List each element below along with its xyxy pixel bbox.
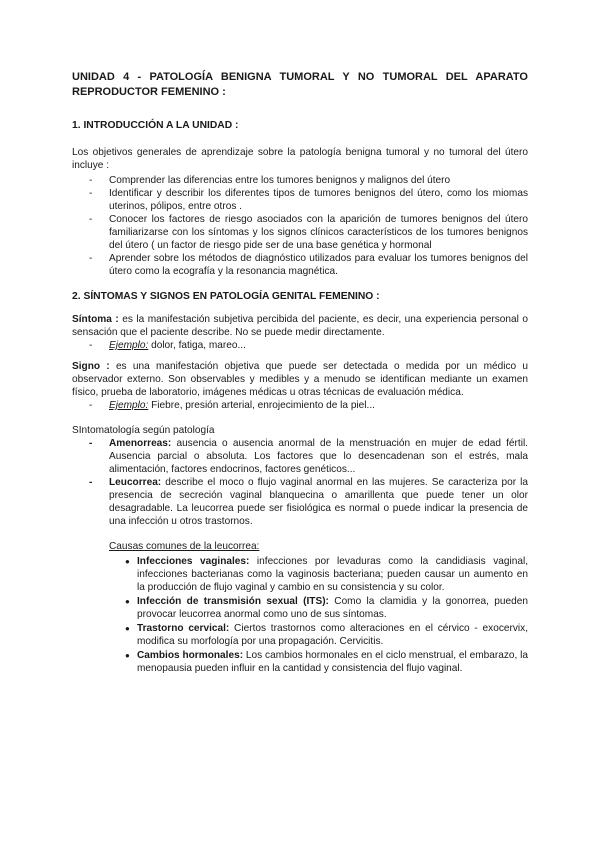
list-item: - Comprender las diferencias entre los tumores benignos y malignos del útero — [72, 174, 528, 187]
sintoma-term: Síntoma : — [72, 314, 119, 325]
example-text: dolor, fatiga, mareo... — [148, 340, 246, 351]
causes-list — [72, 555, 528, 675]
list-item — [72, 399, 528, 412]
signo-text: es una manifestación objetiva que puede ser detectada o medida por un médico u observador externo. Son observables y medibles y a menudo se identifican mediante un examen físico, prueba de laboratorio, imágenes médicas u otras técnicas de evaluación médica. — [72, 361, 528, 398]
sintoma-text: es la manifestación subjetiva percibida del paciente, es decir, una experiencia personal o sensación que el paciente describe. No se puede medir directamente. — [72, 314, 528, 338]
sintomatologia-label: SIntomatología según patología — [72, 425, 215, 436]
leucorrea-term: Leucorrea: — [109, 477, 162, 488]
section-1-heading: 1. INTRODUCCIÓN A LA UNIDAD : — [72, 120, 239, 131]
list-item — [72, 649, 528, 675]
list-item — [72, 595, 528, 621]
cause-text: Ciertos trastornos como alteraciones en el cérvico - exocervix, modifica su morfología por una propagación. Cervicitis. — [137, 623, 528, 647]
document-page — [72, 70, 528, 676]
list-item: - Conocer los factores de riesgo asociados con la aparición de tumores benignos del útero familiarizarse con los síntomas y los signos clínicos característicos de los tumores benignos del útero ( un factor de riesgo pide ser de una base genética y hormonal — [72, 213, 528, 252]
signo-definition — [72, 360, 528, 399]
signo-term: Signo : — [72, 361, 110, 372]
amenorreas-text: ausencia o ausencia anormal de la menstruación en mujer de edad fértil. Ausencia parcial o absoluta. Los factores que lo desencadenan son el estrés, mala alimentación, factores endocrinos, factores genéticos... — [109, 438, 528, 475]
cause-text: Los cambios hormonales en el ciclo menstrual, el embarazo, la menopausia pueden influir en la cantidad y consistencia del flujo vaginal. — [137, 650, 528, 674]
amenorreas-term: Amenorreas: — [109, 438, 172, 449]
sintoma-example — [72, 339, 528, 352]
list-item — [72, 437, 528, 476]
objectives-list — [72, 174, 528, 278]
list-item — [72, 339, 528, 352]
list-item — [72, 555, 528, 594]
list-item — [72, 622, 528, 648]
sintoma-definition — [72, 313, 528, 339]
cause-term: Trastorno cervical: — [137, 623, 230, 634]
symptom-list — [72, 437, 528, 528]
list-item — [72, 476, 528, 528]
cause-term: Cambios hormonales: — [137, 650, 244, 661]
cause-text: infecciones por levaduras como la candidiasis vaginal, infecciones bacterianas como la vaginosis bacteriana; pueden causar un aumento en la producción de flujo vaginal y cambio en su consistencia y su color. — [137, 556, 528, 593]
causes-title: Causas comunes de la leucorrea: — [109, 541, 260, 552]
example-text: Fiebre, presión arterial, enrojecimiento de la piel... — [148, 400, 375, 411]
section-2-heading: 2. SÍNTOMAS Y SIGNOS EN PATOLOGÍA GENITAL FEMENINO : — [72, 291, 380, 302]
cause-term: Infección de transmisión sexual (ITS): — [137, 596, 329, 607]
signo-example — [72, 399, 528, 412]
cause-text: Como la clamidia y la gonorrea, pueden provocar leucorrea anormal como uno de sus síntomas. — [137, 596, 528, 620]
leucorrea-text: describe el moco o flujo vaginal anormal en las mujeres. Se caracteriza por la presencia de secreción vaginal blanquecina o amarillenta que puede tener un olor desagradable. La leucorrea puede ser fisiológica es normal o puede indicar la presencia de una infección u otros trastornos. — [109, 477, 528, 527]
list-item: - Identificar y describir los diferentes tipos de tumores benignos del útero, como los miomas uterinos, pólipos, entre otros . — [72, 187, 528, 213]
cause-term: Infecciones vaginales: — [137, 556, 250, 567]
section-1-intro: Los objetivos generales de aprendizaje sobre la patología benigna tumoral y no tumoral del útero incluye : — [72, 147, 528, 171]
page-title: UNIDAD 4 - PATOLOGÍA BENIGNA TUMORAL Y NO TUMORAL DEL APARATO REPRODUCTOR FEMENINO : — [72, 71, 528, 98]
example-label: Ejemplo: — [109, 400, 149, 411]
example-label: Ejemplo: — [109, 340, 149, 351]
list-item: - Aprender sobre los métodos de diagnóstico utilizados para evaluar los tumores benignos del útero como la ecografía y la resonancia magnética. — [72, 252, 528, 278]
